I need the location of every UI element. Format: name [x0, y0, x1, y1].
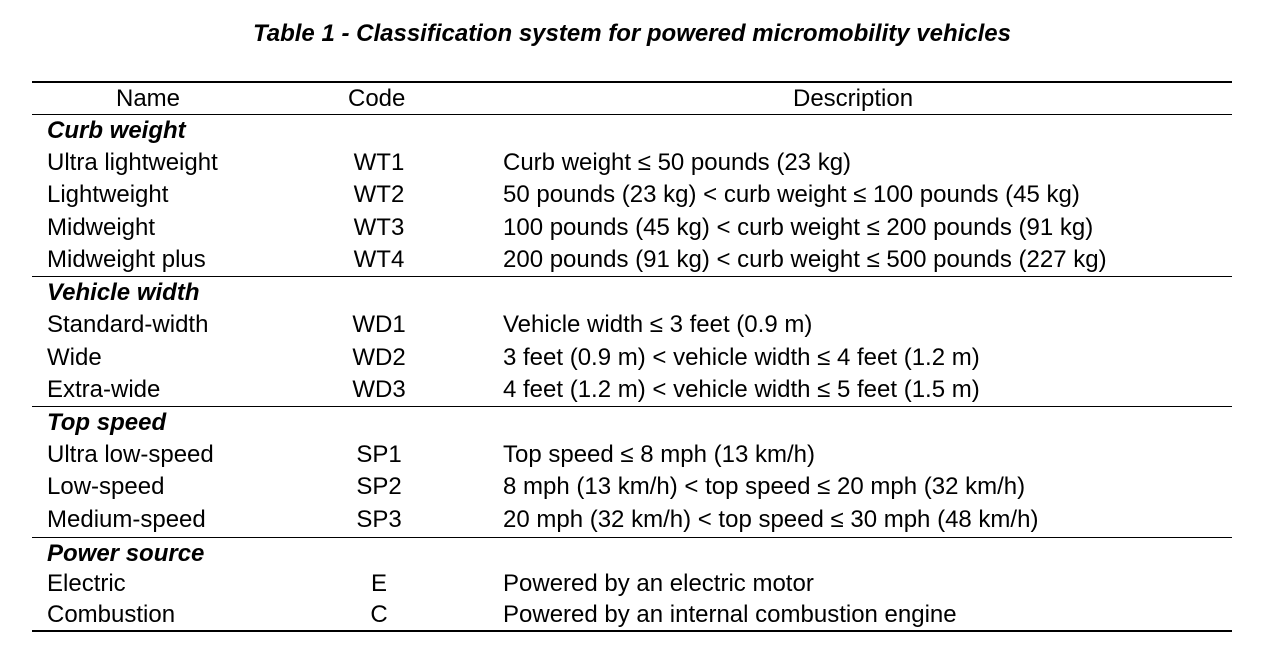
table-row	[32, 568, 1232, 600]
row-description: 200 pounds (91 kg) < curb weight ≤ 500 pounds (227 kg)	[503, 246, 1107, 273]
row-name: Wide	[47, 344, 102, 371]
row-code: SP2	[356, 473, 402, 500]
row-name: Midweight plus	[47, 246, 206, 273]
table-row	[32, 599, 1232, 631]
table-row	[32, 179, 1232, 211]
row-description: Top speed ≤ 8 mph (13 km/h)	[503, 441, 815, 468]
row-name: Extra-wide	[47, 376, 161, 403]
group-title: Power source	[47, 540, 205, 567]
table-row	[32, 374, 1232, 406]
table-row	[32, 471, 1232, 503]
row-description: Curb weight ≤ 50 pounds (23 kg)	[503, 149, 852, 176]
row-name: Midweight	[47, 214, 156, 241]
row-description: 20 mph (32 km/h) < top speed ≤ 30 mph (48 km/h)	[503, 506, 1039, 533]
column-header-name: Name	[116, 85, 181, 112]
table-row	[32, 244, 1232, 276]
row-code: WD3	[352, 376, 406, 403]
row-name: Medium-speed	[47, 506, 206, 533]
table-bottom-rule	[32, 630, 1232, 632]
row-name: Combustion	[47, 601, 176, 628]
row-code: WT2	[353, 181, 405, 208]
table-row	[32, 309, 1232, 341]
table-row	[32, 439, 1232, 471]
group-header-row	[32, 115, 1232, 147]
table-row	[32, 212, 1232, 244]
table-row	[32, 504, 1232, 536]
row-name: Ultra lightweight	[47, 149, 218, 176]
row-code: SP3	[356, 506, 402, 533]
table-row	[32, 342, 1232, 374]
row-description: 8 mph (13 km/h) < top speed ≤ 20 mph (32 km/h)	[503, 473, 1026, 500]
row-code: E	[370, 570, 387, 597]
row-code: WT1	[353, 149, 405, 176]
row-description: Vehicle width ≤ 3 feet (0.9 m)	[503, 311, 813, 338]
table-row	[32, 147, 1232, 179]
row-code: WD1	[352, 311, 406, 338]
row-description: 100 pounds (45 kg) < curb weight ≤ 200 pounds (91 kg)	[503, 214, 1094, 241]
row-code: SP1	[356, 441, 402, 468]
group-header-row	[32, 538, 1232, 570]
row-code: C	[370, 601, 388, 628]
table-caption: Table 1 - Classification system for powered micromobility vehicles	[252, 20, 1011, 47]
row-description: 50 pounds (23 kg) < curb weight ≤ 100 pounds (45 kg)	[503, 181, 1080, 208]
row-name: Standard-width	[47, 311, 209, 338]
column-header-description: Description	[793, 85, 914, 112]
group-title: Top speed	[47, 409, 167, 436]
row-code: WT3	[353, 214, 405, 241]
row-name: Ultra low-speed	[47, 441, 214, 468]
group-header-row	[32, 407, 1232, 439]
group-title: Vehicle width	[47, 279, 200, 306]
row-description: Powered by an electric motor	[503, 570, 814, 597]
row-code: WD2	[352, 344, 406, 371]
row-name: Low-speed	[47, 473, 165, 500]
row-description: 3 feet (0.9 m) < vehicle width ≤ 4 feet (1.2 m)	[503, 344, 980, 371]
column-header-code: Code	[348, 85, 406, 112]
row-name: Electric	[47, 570, 126, 597]
row-code: WT4	[353, 246, 405, 273]
header-row	[32, 83, 1232, 115]
row-description: Powered by an internal combustion engine	[503, 601, 957, 628]
group-title: Curb weight	[47, 117, 186, 144]
group-header-row	[32, 277, 1232, 309]
row-name: Lightweight	[47, 181, 169, 208]
row-description: 4 feet (1.2 m) < vehicle width ≤ 5 feet (1.5 m)	[503, 376, 980, 403]
